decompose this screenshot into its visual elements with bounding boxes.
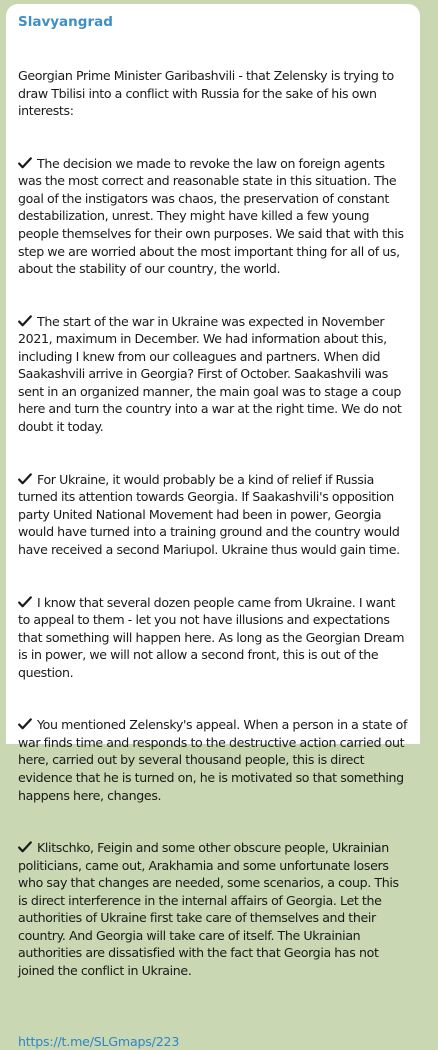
check-mark-icon	[18, 718, 32, 730]
message-intro: Georgian Prime Minister Garibashvili - that Zelensky is trying to draw Tbilisi into a conflict with Russia for the sake of his own interests:	[18, 68, 398, 119]
message-point	[18, 716, 410, 804]
message-point	[18, 155, 410, 278]
chat-background-edge	[420, 0, 438, 744]
message-point-text: I know that several dozen people came from Ukraine. I want to appeal to them - let you not have illusions and expectations that something will happen here. As long as the Georgian Dream is in power, we will not allow a second front, this is out of the question.	[18, 594, 408, 680]
message-point-text: Klitschko, Feigin and some other obscure people, Ukrainian politicians, came out, Arakhamia and some unfortunate losers who say that changes are needed, some scenarios, a coup. This is direct interference in the internal affairs of Georgia. Let the authorities of Ukraine first take care of themselves and their country. And Georgia will take care of itself. The Ukrainian authorities are dissatisfied with the fact that Georgia has not joined the conflict in Ukraine.	[18, 840, 403, 978]
message-point-text: For Ukraine, it would probably be a kind of relief if Russia turned its attention towards Georgia. If Saakashvili's opposition party United National Movement had been in power, Georgia would have turned into a training ground and the country would have received a second Mariupol. Ukraine thus would gain time.	[18, 471, 403, 557]
message-text	[18, 32, 410, 1015]
check-mark-icon	[18, 841, 32, 853]
source-link[interactable]: https://t.me/SLGmaps/223	[18, 1033, 180, 1049]
message-point	[18, 471, 410, 559]
check-mark-icon	[18, 596, 32, 608]
check-mark-icon	[18, 157, 32, 169]
message-point-text: You mentioned Zelensky's appeal. When a person in a state of war finds time and responds to the destructive action carried out here, carried out by several thousand people, this is direct evidence that he is turned on, he is motivated so that something happens here, changes.	[18, 717, 411, 803]
message-bubble	[6, 4, 420, 1049]
message-point-text: The decision we made to revoke the law on foreign agents was the most correct and reasonable state in this situation. The goal of the instigators was chaos, the preservation of constant destabilization, unrest. They might have killed a few young people themselves for their own purposes. We said that with this step we are worried about the most important thing for all of us, about the stability of our country, the world.	[18, 155, 408, 277]
sender-name[interactable]: Slavyangrad	[18, 14, 113, 30]
message-point-text: The start of the war in Ukraine was expected in November 2021, maximum in December. We had information about this, including I knew from our colleagues and partners. When did Saakashvili arrive in Georgia? First of October. Saakashvili was sent in an organized manner, the main goal was to stage a coup here and turn the country into a war at the right time. We do not doubt it today.	[18, 313, 405, 435]
message-point	[18, 594, 410, 682]
message-point	[18, 313, 410, 436]
message-point	[18, 839, 410, 979]
check-mark-icon	[18, 473, 32, 485]
check-mark-icon	[18, 315, 32, 327]
